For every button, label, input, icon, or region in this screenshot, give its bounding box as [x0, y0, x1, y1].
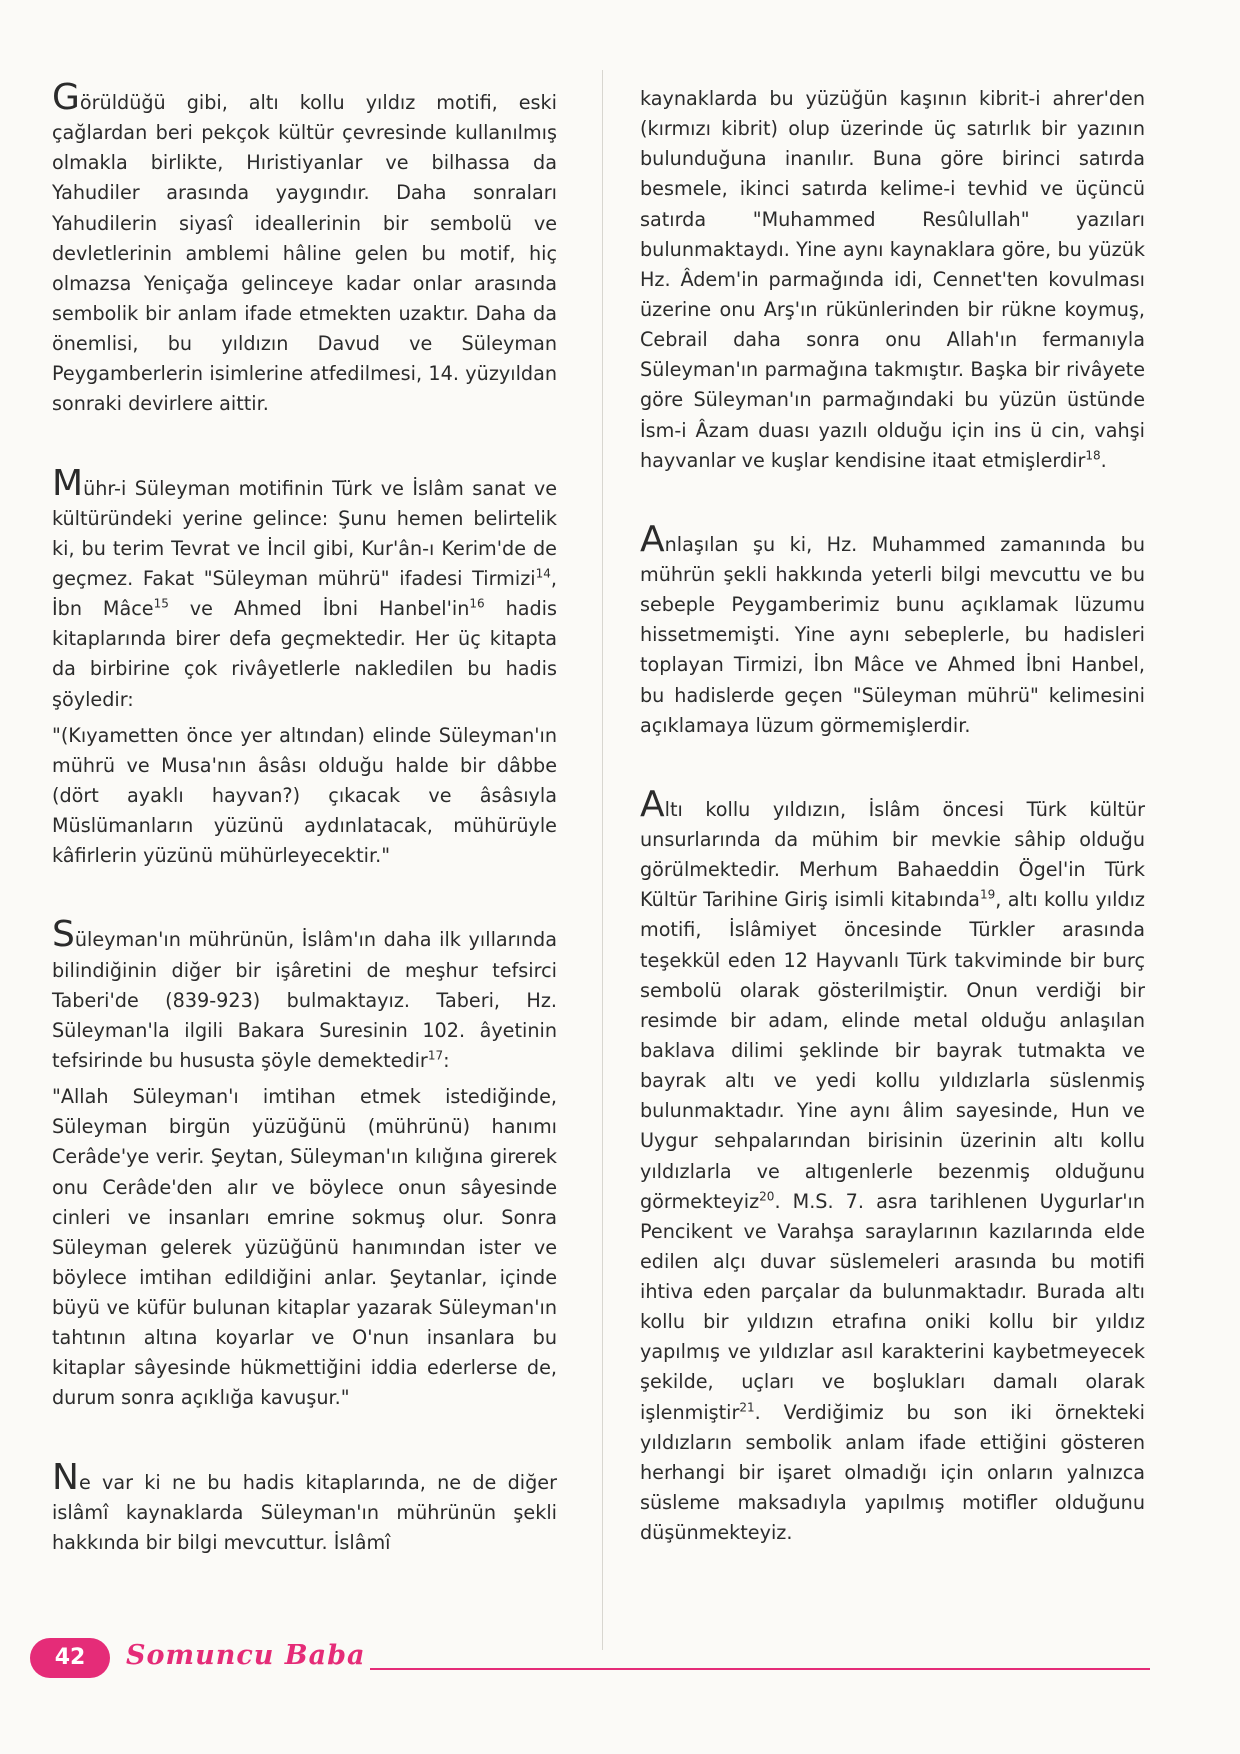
paragraph-text: , altı kollu yıldız motifi, İslâmiyet öncesinde Türkler arasında teşekkül eden 12 Hayvanlı Türk takviminde bir burç sembolü olarak gösterilmiştir. Onun verdiği bir resimde bir adam, elinde metal olduğu anlaşılan baklava dilimi şeklinde bir bayrak tutmakta ve bayrak altı ve yedi kollu yıldızlarla süslenmiş bulunmaktadır. Yine aynı âlim sayesinde, Hun ve Uygur sehpalarından birisinin üzerinin altı kollu yıldızlarla ve altıgenlerle bezenmiş olduğunu görmekteyiz — [640, 888, 1145, 1213]
footer-rule — [370, 1668, 1150, 1670]
page-footer — [0, 1638, 1240, 1698]
footnote-ref: 15 — [153, 596, 169, 611]
paragraph-text: üleyman'ın mührünün, İslâm'ın daha ilk yıllarında bilindiğinin diğer bir işâretini de meşhur tefsirci Taberi'de (839-923) bulmaktayız. Taberi, Hz. Süleyman'la ilgili Bakara Suresinin 102. âyetinin tefsirinde bu hususta şöyle demektedir — [52, 928, 557, 1072]
drop-cap: A — [640, 783, 665, 825]
drop-cap: G — [52, 77, 80, 118]
left-column — [52, 77, 558, 1558]
footnote-ref: 14 — [535, 566, 551, 581]
footnote-ref: 16 — [469, 596, 485, 611]
footnote-ref: 19 — [979, 887, 996, 902]
footnote-ref: 20 — [759, 1189, 775, 1204]
drop-cap: N — [52, 1456, 79, 1498]
paragraph-text: ltı kollu yıldızın, İslâm öncesi Türk kültür unsurlarında da mühim bir mevkie sâhip olduğu görülmektedir. Merhum Bahaeddin Ögel'in Türk Kültür Tarihine Giriş isimli kitabında — [640, 797, 1145, 912]
paragraph-text: . Verdiğimiz bu son iki örnekteki yıldızların sembolik anlam ifade ettiğini gösteren herhangi bir işaret olmadığı için onların yalnızca süsleme maksadıyla yapılmış motifler olduğunu düşünmekteyiz. — [640, 1400, 1145, 1545]
paragraph-anlasilan — [640, 518, 1145, 741]
hadith-quote: "(Kıyametten önce yer altından) elinde Süleyman'ın mührü ve Musa'nın âsâsı olduğu halde bir dâbbe (dört ayaklı hayvan?) çıkacak ve âsâsıyla Müslümanların yüzünü aydınlatacak, mühürüyle kâfirlerin yüzünü mühürleyecektir." — [52, 723, 557, 868]
footnote-ref: 17 — [427, 1048, 444, 1063]
paragraph-text: nlaşılan şu ki, Hz. Muhammed zamanında bu mührün şekli hakkında yeterli bilgi mevcuttu ve bu sebeple Peygamberimiz bunu açıklamak lüzumu hissetmemişti. Yine aynı sebeplerle, bu hadisleri toplayan Tirmizi, İbn Mâce ve Ahmed İbni Hanbel, bu hadislerde geçen "Süleyman mührü" kelimesini açıklamaya lüzum görmemişlerdir. — [640, 532, 1145, 737]
magazine-title: Somuncu Baba — [126, 1640, 366, 1671]
drop-cap: A — [640, 518, 665, 560]
drop-cap: S — [52, 914, 75, 956]
paragraph-text: ve Ahmed İbni Hanbel'in — [168, 597, 470, 621]
footnote-ref: 21 — [739, 1400, 755, 1415]
paragraph-kaynaklarda — [640, 84, 1145, 476]
paragraph-text: e var ki ne bu hadis kitaplarında, ne de diğer islâmî kaynaklarda Süleyman'ın mührünün şekli hakkında bir bilgi mevcuttur. İslâmî — [52, 1470, 557, 1554]
paragraph-text: örüldüğü gibi, altı kollu yıldız motifi, eski çağlardan beri pekçok kültür çevresinde kullanılmış olmakla birlikte, Hıristiyanlar ve bilhassa da Yahudiler arasında yaygındır. Daha sonraları Yahudilerin siyasî ideallerinin bir sembolü ve devletlerinin amblemi hâline gelen bu motif, hiç olmazsa Yeniçağa gelinceye kadar onlar arasında sembolik bir anlam ifade etmekten uzaktır. Daha da önemlisi, bu yıldızın Davud ve Süleyman Peygamberlerin isimlerine atfedilmesi, 14. yüzyıldan sonraki devirlere aittir. — [52, 91, 557, 416]
taberi-quote: "Allah Süleyman'ı imtihan etmek istediğinde, Süleyman birgün yüzüğünü (mührünü) hanımı Cerâde'ye verir. Şeytan, Süleyman'ın kılığına girerek onu Cerâde'den alır ve böylece onun sâyesinde cinleri ve insanları emrine sokmuş olur. Sonra Süleyman gelerek yüzüğünü hanımından ister ve böylece imtihan edildiğini anlar. Şeytanlar, içinde büyü ve küfür bulunan kitaplar yazarak Süleyman'ın tahtının altına koyarlar ve O'nun insanlara bu kitaplar sâyesinde hükmettiğini iddia ederlerse de, durum sonra açıklığa kavuşur." — [52, 1085, 557, 1410]
paragraph-muhr-i-suleyman — [52, 462, 558, 715]
paragraph-text: kaynaklarda bu yüzüğün kaşının kibrit-i ahrer'den (kırmızı kibrit) olup üzerinde üç satırlık bir yazının bulunduğuna inanılır. Buna göre birinci satırda besmele, ikinci satırda kelime-i tevhid ve üçüncü satırda "Muhammed Resûlullah" yazıları bulunmaktaydı. Yine aynı kaynaklara göre, bu yüzük Hz. Âdem'in parmağında idi, Cennet'ten kovulması üzerine onu Arş'ın rükünlerinden bir rükne koymuş, Cebrail daha sonra onu Allah'ın fermanıyla Süleyman'ın parmağına takmıştır. Başka bir rivâyete göre Süleyman'ın parmağındaki bu yüzün üstünde İsm-i Âzam duası yazılı olduğu için ins ü cin, vahşi hayvanlar ve kuşlar kendisine itaat etmişlerdir — [640, 87, 1145, 472]
paragraph-alti-kollu-yildiz — [640, 783, 1145, 1549]
page-number-badge: 42 — [30, 1638, 110, 1678]
paragraph-text: , İbn Mâce — [52, 566, 557, 621]
footnote-ref: 18 — [1085, 448, 1101, 463]
drop-cap: M — [52, 462, 84, 504]
paragraph-ne-var-ki — [52, 1456, 557, 1558]
column-divider — [602, 70, 603, 1650]
paragraph-text: . — [1100, 448, 1107, 472]
paragraph-gorüldügü — [52, 77, 557, 420]
paragraph-text: ühr-i Süleyman motifinin Türk ve İslâm sanat ve kültüründeki yerine gelince: Şunu hemen belirtelik ki, bu terim Tevrat ve İncil gibi, Kur'ân-ı Kerim'de de geçmez. Fakat "Süleyman mührü" ifadesi Tirmizi — [52, 476, 557, 590]
paragraph-text: hadis kitaplarında birer defa geçmektedir. Her üç kitapta da birbirine çok rivâyetlerle nakledilen bu hadis şöyledir: — [52, 597, 558, 711]
paragraph-text: : — [443, 1048, 450, 1072]
paragraph-suleymanin-muhru — [52, 914, 557, 1076]
right-column — [640, 84, 1145, 1548]
paragraph-text: . M.S. 7. asra tarihlenen Uygurlar'ın Pencikent ve Varahşa saraylarının kazılarında elde edilen alçı duvar süslemeleri arasında bu motifi ihtiva eden parçalar da bulunmaktadır. Burada altı kollu bir yıldızın etrafına oniki kollu bir yıldız yapılmış ve yıldızlar asıl karakterini kaybetmeyecek şekilde, uçları ve boşlukları damalı olarak işlenmiştir — [640, 1189, 1145, 1424]
